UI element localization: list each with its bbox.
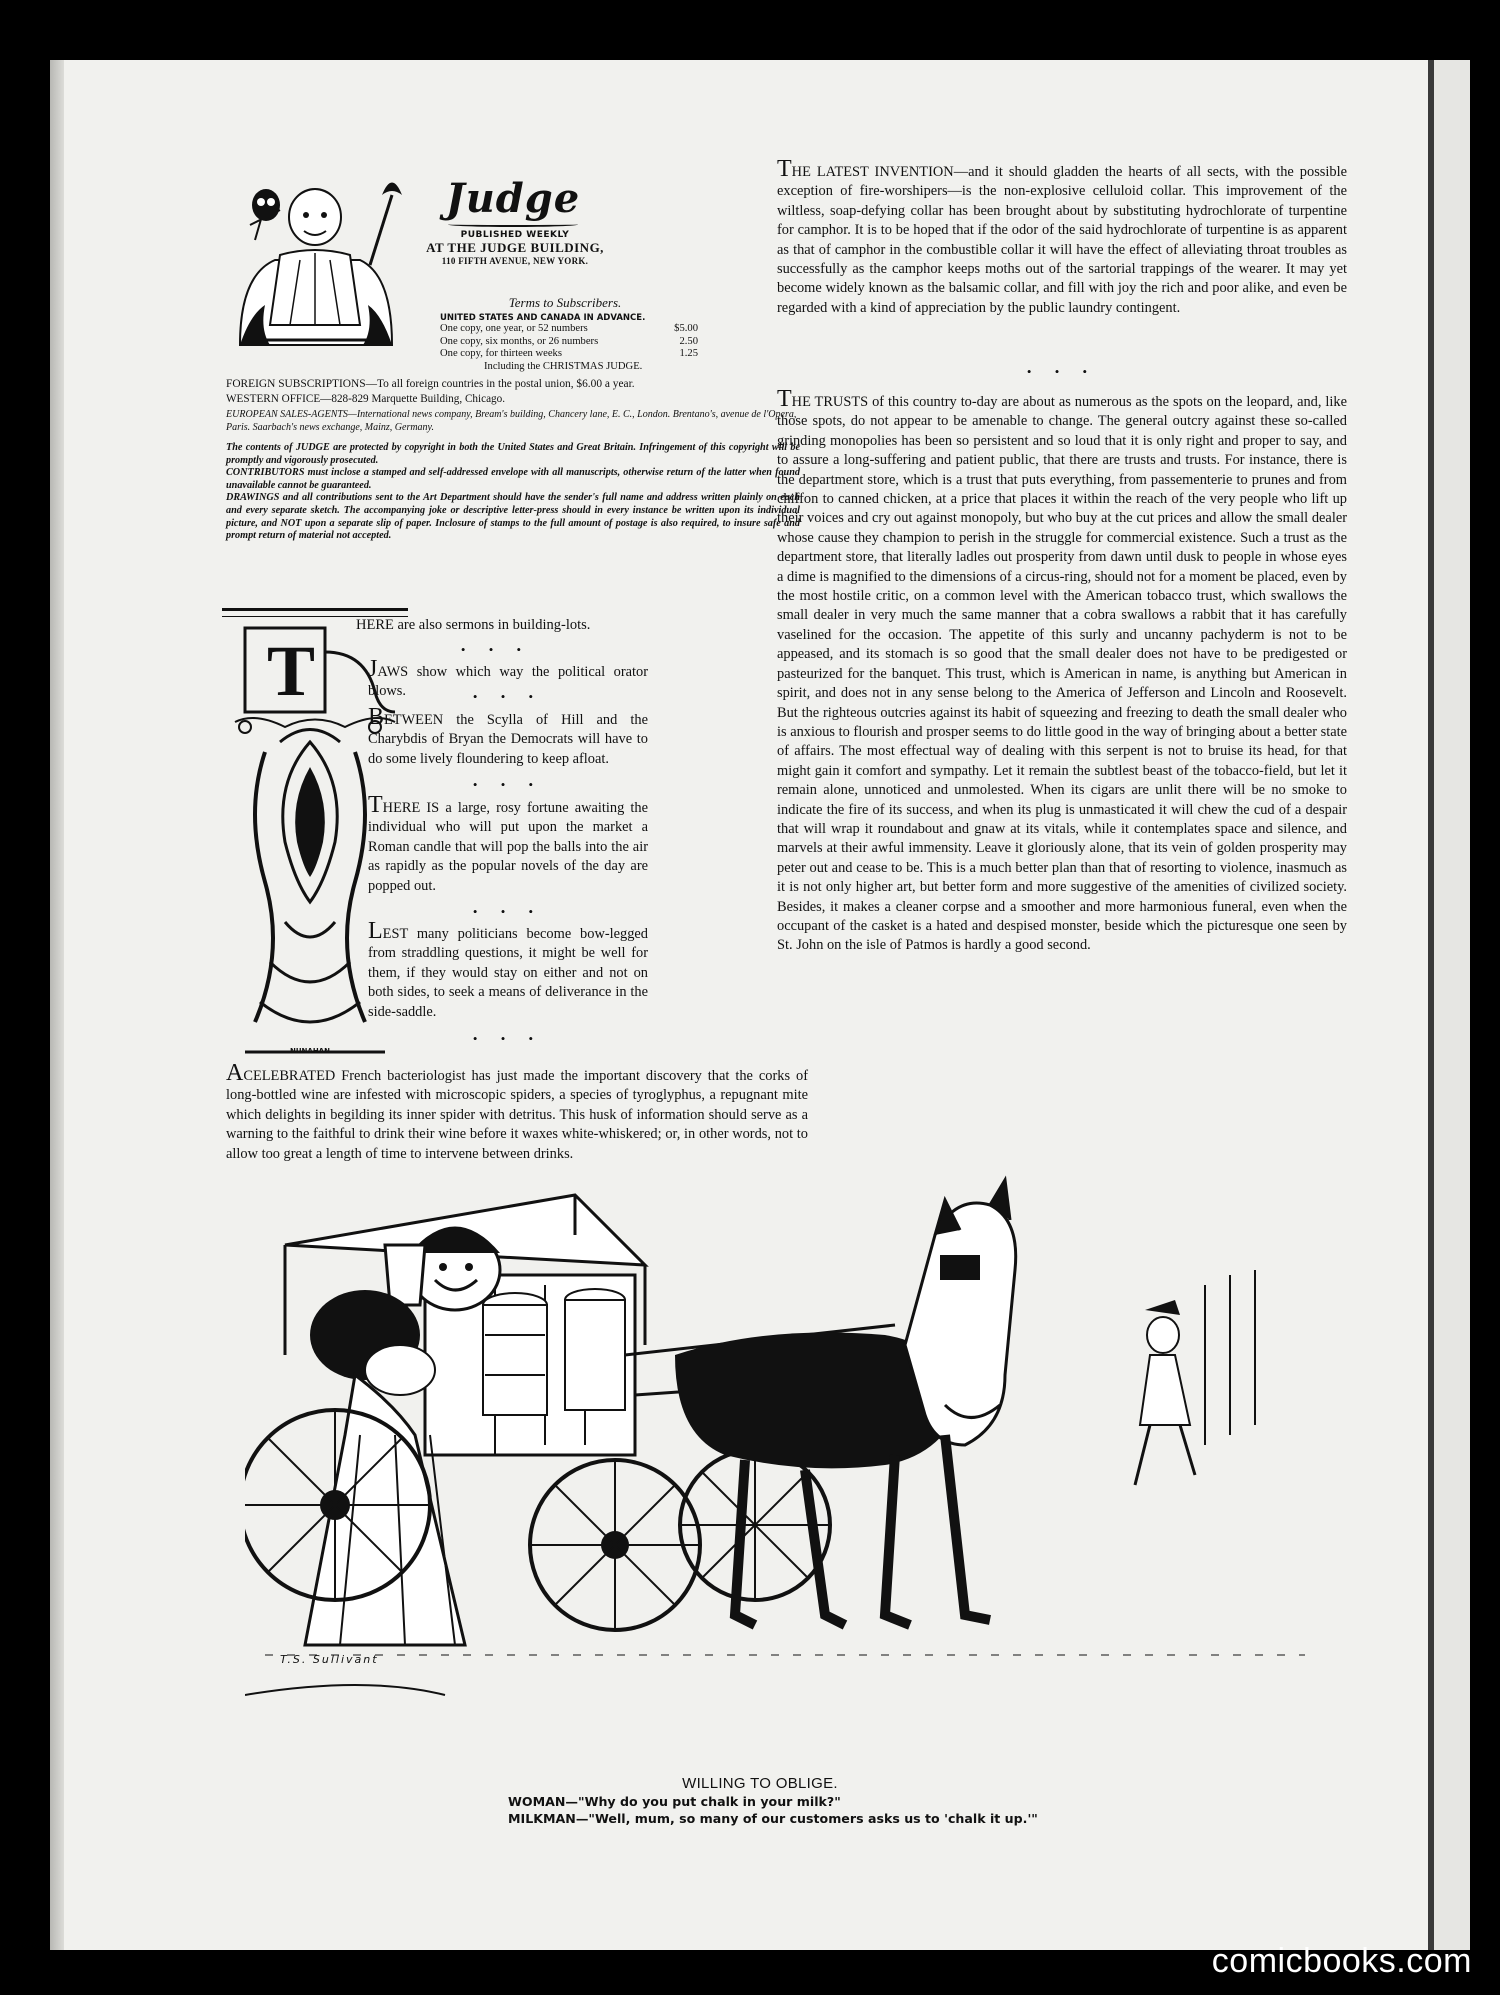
- building-line: AT THE JUDGE BUILDING,: [426, 240, 604, 255]
- adjacent-page-edge: [1434, 60, 1470, 1950]
- terms-block: [440, 295, 750, 373]
- contributors-notice: CONTRIBUTORS must inclose a stamped and self-addressed envelope with all manuscripts, otherwise return of the latter when found unavailable cannot be guaranteed.: [226, 467, 800, 491]
- separator: • • •: [472, 1031, 544, 1046]
- terms-title: Terms to Subscribers.: [508, 295, 622, 310]
- rate-row: One copy, for thirteen weeks 1.25: [440, 348, 698, 359]
- caption-line-milkman: MILKMAN—"Well, mum, so many of our customers asks us to 'chalk it up.'": [508, 1811, 1038, 1826]
- separator: • • •: [472, 689, 544, 704]
- western-office: WESTERN OFFICE—828-829 Marquette Building, Chicago.: [226, 392, 506, 405]
- separator: • • •: [472, 777, 544, 792]
- left-paragraph-5: LEST many politicians become bow-legged from straddling questions, it might be well for them, if they would stay on either and not on both sides, to seek a means of deliverance in the side-saddle.: [368, 918, 648, 1020]
- cartoon-caption: [508, 1793, 1038, 1827]
- rate-row: One copy, one year, or 52 numbers $5.00: [440, 323, 698, 334]
- subscription-notes: [226, 378, 800, 543]
- caption-line-woman: WOMAN—"Why do you put chalk in your milk?": [508, 1794, 841, 1809]
- left-paragraph-6: ACELEBRATED French bacteriologist has just made the important discovery that the corks of long-bottled wine are infested with microscopic spiders, a species of tyroglyphus, a repugnant mite which delights in begilding its inner spider with detritus. This husk of information should serve as a warning to the faithful to drink their wine before it waxes white-whiskered; or, in other words, not to allow too great a length of time to intervene between drinks.: [226, 1060, 808, 1162]
- drop-cap-letter: T: [266, 631, 316, 711]
- judge-mascot-illustration: [220, 165, 410, 355]
- cartoon-title: WILLING TO OBLIGE.: [682, 1775, 838, 1792]
- magazine-page: [50, 60, 1470, 1950]
- separator: • • •: [1026, 364, 1098, 379]
- separator: • • •: [472, 904, 544, 919]
- european-agents: EUROPEAN SALES-AGENTS—International news company, Bream's building, Chancery lane, E. C., London. Brentano's, avenue de l'Opera, Paris. Saarbach's news exchange, Mainz, Germany.: [226, 409, 797, 433]
- publication-info: [410, 230, 620, 266]
- ornament-signature: NUNAHAN: [290, 1047, 330, 1055]
- drawings-notice: DRAWINGS and all contributions sent to the Art Department should have the sender's full name and address written plainly on each and every separate sketch. The accompanying joke or descriptive letter-press should in every instance be written upon its individual picture, and NOT upon a separate slip of paper. Inclosure of stamps to the full amount of postage is also required, to insure safe and prompt return of material not accepted.: [226, 492, 800, 542]
- left-paragraph-3: BETWEEN the Scylla of Hill and the Charybdis of Bryan the Democrats will have to do some lively floundering to keep afloat.: [368, 704, 648, 767]
- left-paragraph-1: HERE are also sermons in building-lots.: [356, 617, 591, 633]
- rate-row: One copy, six months, or 26 numbers 2.50: [440, 335, 698, 347]
- right-paragraph-invention: THE LATEST INVENTION—and it should gladden the hearts of all sects, with the possible exception of fire-worshipers—is the non-explosive celluloid collar. This improvement of the wiltless, soap-defying collar has been brought about by substituting hydrochlorate of turpentine for camphor. It is to be hoped that if the odor of the said hydrochlorate of turpentine is as apparent as that of camphor in the combustible collar it will have the effect of alleviating throat troubles as successfully as the camphor keeps moths out of the sartorial trappings of the wearer. It may yet become widely known as the balsamic collar, and fill with joy the rich and poor alike, and even be regarded with a kind of appreciation by the public laundry contingent.: [777, 156, 1347, 316]
- rates-table: [440, 323, 750, 373]
- ornament-top-rule: [222, 608, 408, 611]
- copyright-notice: The contents of JUDGE are protected by copyright in both the United States and Great Britain. Infringement of this copyright will be promptly and vigorously prosecuted.: [226, 442, 800, 466]
- terms-region: UNITED STATES AND CANADA IN ADVANCE.: [440, 313, 646, 323]
- right-paragraph-trusts: THE TRUSTS of this country to-day are about as numerous as the spots on the leopard, and, like those spots, do not appear to be amenable to change. The general outcry against these so-called grinding monopolies has been so persistent and so loud that it is only right and proper to say, and to assure a long-suffering and patient public, that there are trusts and trusts. For instance, there is the department store, which is a trust that puts everything, from passementerie to prunes and from chiffon to canned chicken, at a price that places it within the reach of the very people who lift up their voices and cry out against monopoly, but who buy at the cut prices and allow the small dealer whose cause they champion to perish in the struggle for commercial existence. Such a trust as the department store, that literally ladles out prosperity from dawn until dusk to people in whose eyes a dime is magnified to the dimensions of a circus-ring, should not for a moment be placed, even by the most hostile critic, on a common level with the American tobacco trust, which swallows the small dealer in very much the same manner that a cobra swallows a rabbit that it has carefully vaselined for the occasion. The appetite of this surly and uncanny pachyderm is not to be appeased, and its stomach is so good that the small dealer does not have to be predigested or pasteurized for the banquet. This trust, which is American in name, is anything but American in spirit, and does not in any sense belong to the America of Jefferson and Lincoln and Roosevelt. But the righteous outcries against its habit of squeezing and freezing to death the small dealer who is anxious to flourish and prosper seems to do little good in the way of bringing about a better state of affairs. The most effectual way of dealing with this serpent is not to bruise its head, for that might gain it comfort and sympathy. Let it remain the subtlest beast of the tobacco-field, but let it remain alone, unnoticed and unmolested. When its cigars are unlit there will be no smoke to indicate the fire of its success, and when its plug is unmasticated it will chew the cud of a despair that will wrap it roundabout and gnaw at its vitals, while it contemplates space and silence, and marvels at their awful immensity. Leave it gloriously alone, that its vein of golden prosperity may peter out and cease to be. This is a much better plan than that of resorting to violence, inasmuch as it is not only higher art, but better form and more suggestive of the amenities of civilized society. Besides, it makes a cleaner corpse and a smoother and more harmonious funeral, even when the occupant of the casket is a hated and despised monster, beside which the picturesque one seen by St. John on the isle of Patmos is hardly a good second.: [777, 386, 1347, 954]
- site-watermark: comicbooks.com: [1211, 1942, 1472, 1980]
- judge-logo: Judge: [428, 175, 598, 227]
- artist-signature: T.S. Sullivant: [280, 1653, 379, 1666]
- separator: • • •: [460, 642, 532, 657]
- page-spine: [50, 60, 64, 1950]
- published-weekly: PUBLISHED WEEKLY: [460, 230, 570, 240]
- left-paragraph-2: JAWS show which way the political orator blows.: [368, 656, 648, 700]
- address-line: 110 FIFTH AVENUE, NEW YORK.: [441, 256, 589, 266]
- left-paragraph-4: THERE IS a large, rosy fortune awaiting the individual who will put upon the market a Roman candle that will pop the balls into the air as rapidly as the popular novels of the day are popped out.: [368, 792, 648, 894]
- foreign-subscriptions: FOREIGN SUBSCRIPTIONS—To all foreign countries in the postal union, $6.00 a year.: [226, 378, 635, 390]
- milk-wagon-cartoon: [245, 1175, 1325, 1745]
- including-note: Including the CHRISTMAS JUDGE.: [484, 360, 643, 372]
